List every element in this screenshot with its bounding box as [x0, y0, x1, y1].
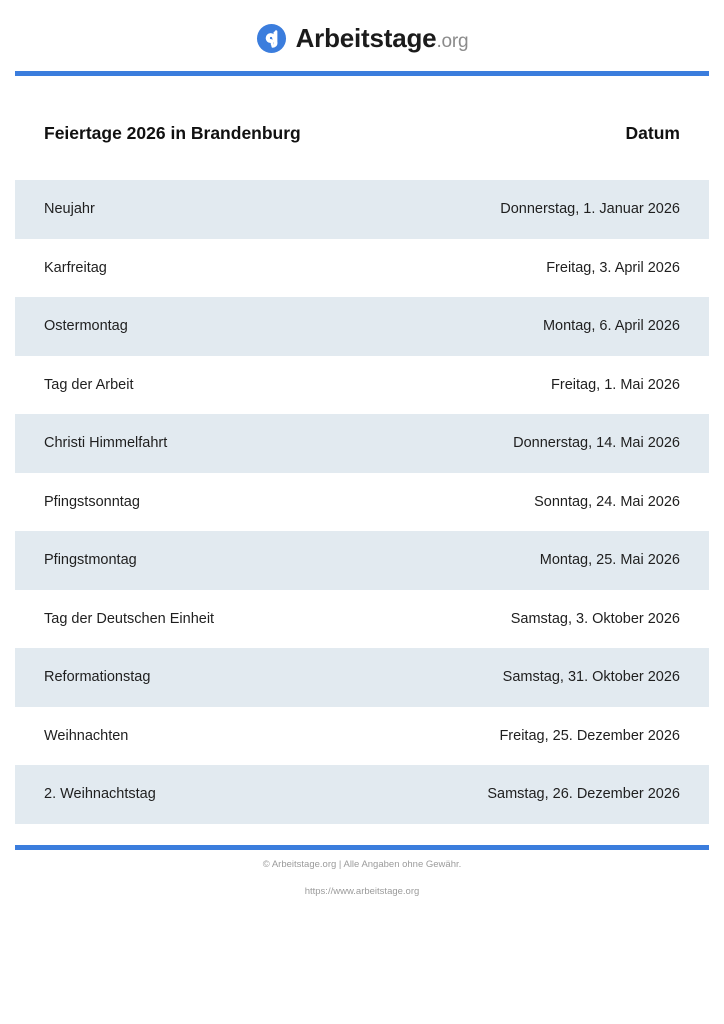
holiday-name: Christi Himmelfahrt — [44, 435, 168, 452]
holiday-date: Samstag, 26. Dezember 2026 — [487, 786, 680, 803]
brand-name: Arbeitstage — [295, 23, 437, 53]
table-row — [15, 414, 709, 473]
table-row — [15, 297, 709, 356]
holiday-date: Montag, 25. Mai 2026 — [539, 552, 680, 569]
holiday-name: 2. Weihnachtstag — [44, 786, 156, 803]
holiday-date: Montag, 6. April 2026 — [542, 318, 680, 335]
table-row — [15, 473, 709, 532]
top-divider — [15, 71, 709, 76]
column-header-date: Datum — [625, 122, 680, 143]
holiday-date: Sonntag, 24. Mai 2026 — [534, 493, 680, 510]
table-row — [15, 590, 709, 649]
holiday-name: Tag der Arbeit — [44, 376, 134, 393]
holiday-date: Samstag, 3. Oktober 2026 — [510, 610, 680, 627]
table-row — [15, 239, 709, 298]
footer-copyright: © Arbeitstage.org | Alle Angaben ohne Gewähr. — [262, 859, 462, 870]
table-row — [15, 356, 709, 415]
brand-wordmark — [296, 25, 469, 51]
site-branding — [0, 0, 724, 72]
holiday-name: Weihnachten — [44, 727, 129, 744]
page-title: Feiertage 2026 in Brandenburg — [44, 122, 301, 143]
table-row — [15, 765, 709, 824]
holiday-date: Freitag, 1. Mai 2026 — [551, 376, 680, 393]
table-header — [15, 113, 709, 153]
page-footer — [0, 860, 724, 896]
holiday-name: Karfreitag — [44, 259, 107, 276]
holiday-date: Donnerstag, 1. Januar 2026 — [500, 201, 680, 218]
holiday-name: Neujahr — [44, 201, 95, 218]
holiday-table — [15, 180, 709, 824]
table-row — [15, 180, 709, 239]
brand-tld: .org — [436, 31, 469, 52]
holiday-date: Donnerstag, 14. Mai 2026 — [513, 435, 680, 452]
arbeitstage-circle-a-icon — [256, 23, 287, 54]
holiday-name: Ostermontag — [44, 318, 128, 335]
holiday-name: Tag der Deutschen Einheit — [44, 610, 215, 627]
holiday-name: Reformationstag — [44, 669, 151, 686]
holiday-date: Samstag, 31. Oktober 2026 — [502, 669, 680, 686]
holiday-date: Freitag, 3. April 2026 — [546, 259, 680, 276]
holiday-date: Freitag, 25. Dezember 2026 — [499, 727, 680, 744]
table-row — [15, 707, 709, 766]
table-row — [15, 648, 709, 707]
holiday-name: Pfingstmontag — [44, 552, 137, 569]
bottom-divider — [15, 845, 709, 850]
table-row — [15, 531, 709, 590]
holiday-name: Pfingstsonntag — [44, 493, 140, 510]
footer-url[interactable]: https://www.arbeitstage.org — [304, 885, 420, 897]
